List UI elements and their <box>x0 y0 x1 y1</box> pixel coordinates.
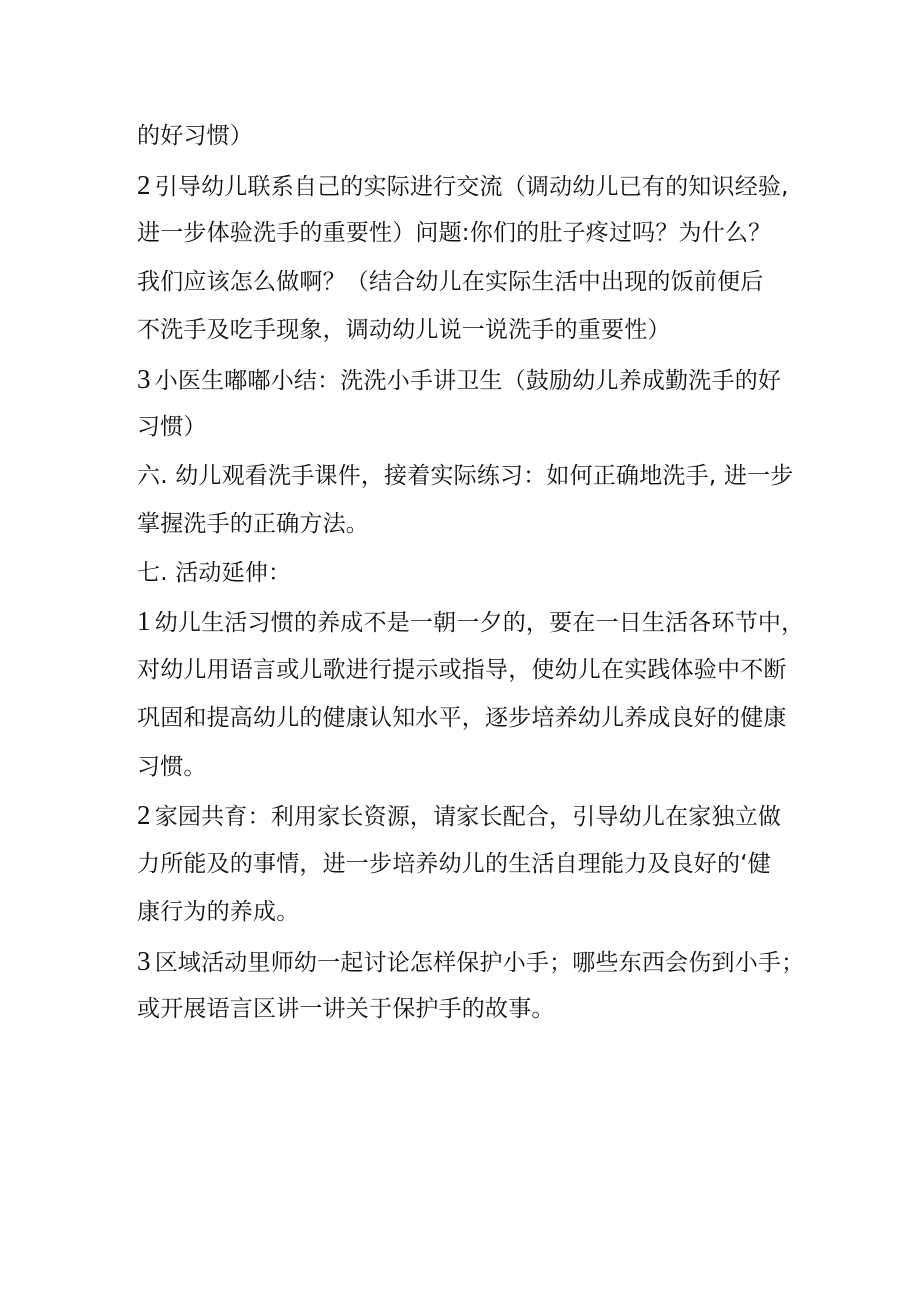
text-line <box>137 888 797 937</box>
text-line <box>137 791 797 840</box>
line-text: 对幼儿用语言或儿歌进行提示或指导，使幼儿在实践体验中不断 <box>137 656 787 683</box>
paragraph-number: 3 <box>137 945 151 976</box>
text-line <box>137 161 797 210</box>
line-text: 习惯） <box>137 414 207 440</box>
line-text: 习惯。 <box>137 753 207 780</box>
text-line <box>137 209 797 258</box>
line-text: 不洗手及吃手现象，调动幼儿说一说洗手的重要性） <box>137 317 671 343</box>
paragraph-ext-3 <box>137 937 805 1034</box>
line-text: 家园共育：利用家长资源，请家长配合，引导幼儿在家独立做 <box>154 804 782 830</box>
line-text: 康行为的养成。 <box>137 899 300 925</box>
text-line <box>137 306 797 355</box>
line-text: 或开展语言区讲一讲关于保护手的故事。 <box>137 996 555 1022</box>
line-text: 七. 活动延伸： <box>137 559 292 586</box>
paragraph-ext-1 <box>137 597 805 791</box>
line-text: 引导幼儿联系自己的实际进行交流（调动幼儿已有的知识经验, <box>154 173 789 200</box>
line-text: 的好习惯） <box>137 123 253 149</box>
text-line <box>137 646 797 695</box>
paragraph-section-6 <box>137 452 797 549</box>
line-text: 掌握洗手的正确方法。 <box>137 511 369 537</box>
document-body <box>137 112 805 1034</box>
text-line <box>137 743 797 792</box>
paragraph-step-2 <box>137 161 797 355</box>
paragraph-section-7 <box>137 549 797 598</box>
paragraph-number: 3 <box>137 363 151 394</box>
section-heading <box>137 549 797 598</box>
paragraph-ext-2 <box>137 791 797 937</box>
text-line <box>137 500 797 549</box>
text-line <box>137 597 805 646</box>
paragraph-number: 2 <box>137 800 151 830</box>
text-line <box>137 403 797 452</box>
paragraph-intro-tail <box>137 112 797 161</box>
line-text: 巩固和提高幼儿的健康认知水平，逐步培养幼儿养成良好的健康 <box>137 705 787 731</box>
text-line <box>137 937 805 986</box>
paragraph-number: 2 <box>137 169 151 200</box>
text-line <box>137 112 797 161</box>
text-line <box>137 694 797 743</box>
line-text: 区域活动里师幼一起讨论怎样保护小手；哪些东西会伤到小手； <box>154 949 805 976</box>
text-line <box>137 840 797 889</box>
text-line <box>137 452 797 501</box>
paragraph-number: 1 <box>137 606 151 636</box>
line-text: 六. 幼儿观看洗手课件，接着实际练习：如何正确地洗手, 进一步 <box>137 462 794 489</box>
paragraph-step-3 <box>137 355 797 452</box>
text-line <box>137 985 797 1034</box>
text-line <box>137 355 797 404</box>
line-text: 我们应该怎么做啊？（结合幼儿在实际生活中出现的饭前便后 <box>137 268 764 295</box>
line-text: 幼儿生活习惯的养成不是一朝一夕的，要在一日生活各环节中， <box>154 610 805 636</box>
line-text: 进一步体验洗手的重要性）问题:你们的肚子疼过吗？为什么？ <box>137 220 772 246</box>
line-text: 力所能及的事情，进一步培养幼儿的生活自理能力及良好的‘健 <box>137 850 771 877</box>
text-line <box>137 258 797 307</box>
line-text: 小医生嘟嘟小结：洗洗小手讲卫生（鼓励幼儿养成勤洗手的好 <box>154 367 782 394</box>
